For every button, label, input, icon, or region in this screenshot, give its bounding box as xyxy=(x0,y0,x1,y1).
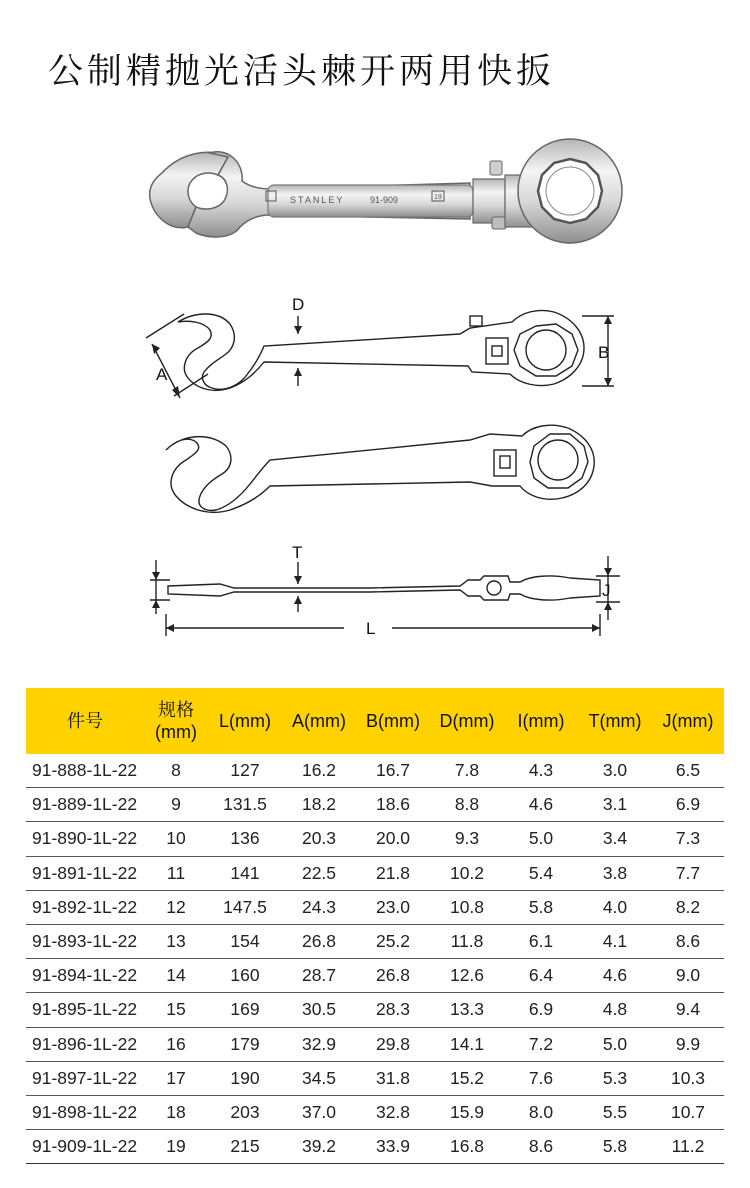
cell-i: 6.9 xyxy=(504,993,578,1027)
header-t: T(mm) xyxy=(578,688,652,754)
cell-t: 5.8 xyxy=(578,1130,652,1164)
cell-part-no: 91-909-1L-22 xyxy=(26,1130,144,1164)
cell-j: 9.4 xyxy=(652,993,724,1027)
cell-size: 16 xyxy=(144,1027,208,1061)
cell-part-no: 91-892-1L-22 xyxy=(26,890,144,924)
cell-size: 10 xyxy=(144,822,208,856)
cell-size: 15 xyxy=(144,993,208,1027)
cell-j: 7.7 xyxy=(652,856,724,890)
cell-j: 8.6 xyxy=(652,924,724,958)
cell-i: 8.0 xyxy=(504,1095,578,1129)
cell-size: 18 xyxy=(144,1095,208,1129)
table-row xyxy=(26,856,724,890)
cell-a: 37.0 xyxy=(282,1095,356,1129)
header-size xyxy=(144,688,208,754)
cell-d: 9.3 xyxy=(430,822,504,856)
cell-t: 4.0 xyxy=(578,890,652,924)
header-size-label: 规格 xyxy=(158,700,194,720)
table-row xyxy=(26,1061,724,1095)
cell-i: 5.8 xyxy=(504,890,578,924)
cell-t: 4.8 xyxy=(578,993,652,1027)
cell-t: 5.5 xyxy=(578,1095,652,1129)
cell-i: 8.6 xyxy=(504,1130,578,1164)
cell-b: 32.8 xyxy=(356,1095,430,1129)
table-row xyxy=(26,993,724,1027)
cell-b: 31.8 xyxy=(356,1061,430,1095)
header-part-no: 件号 xyxy=(26,688,144,754)
cell-l: 141 xyxy=(208,856,282,890)
dim-label-a: A xyxy=(156,365,168,384)
cell-d: 15.2 xyxy=(430,1061,504,1095)
cell-size: 14 xyxy=(144,959,208,993)
cell-b: 29.8 xyxy=(356,1027,430,1061)
cell-a: 22.5 xyxy=(282,856,356,890)
cell-part-no: 91-896-1L-22 xyxy=(26,1027,144,1061)
spec-table xyxy=(26,688,724,1164)
cell-l: 160 xyxy=(208,959,282,993)
header-l: L(mm) xyxy=(208,688,282,754)
cell-t: 5.0 xyxy=(578,1027,652,1061)
cell-b: 20.0 xyxy=(356,822,430,856)
cell-part-no: 91-891-1L-22 xyxy=(26,856,144,890)
cell-a: 20.3 xyxy=(282,822,356,856)
cell-part-no: 91-897-1L-22 xyxy=(26,1061,144,1095)
cell-a: 24.3 xyxy=(282,890,356,924)
cell-j: 6.5 xyxy=(652,754,724,788)
cell-j: 8.2 xyxy=(652,890,724,924)
dimension-diagram xyxy=(130,290,630,650)
dim-label-d: D xyxy=(292,295,305,314)
cell-size: 9 xyxy=(144,788,208,822)
cell-size: 19 xyxy=(144,1130,208,1164)
cell-part-no: 91-895-1L-22 xyxy=(26,993,144,1027)
table-row xyxy=(26,890,724,924)
cell-j: 7.3 xyxy=(652,822,724,856)
table-row xyxy=(26,1027,724,1061)
cell-d: 16.8 xyxy=(430,1130,504,1164)
cell-d: 14.1 xyxy=(430,1027,504,1061)
dim-label-t: T xyxy=(292,543,303,562)
header-d: D(mm) xyxy=(430,688,504,754)
cell-t: 3.8 xyxy=(578,856,652,890)
cell-j: 11.2 xyxy=(652,1130,724,1164)
cell-l: 136 xyxy=(208,822,282,856)
cell-j: 9.0 xyxy=(652,959,724,993)
cell-i: 7.2 xyxy=(504,1027,578,1061)
cell-part-no: 91-898-1L-22 xyxy=(26,1095,144,1129)
header-a: A(mm) xyxy=(282,688,356,754)
table-row xyxy=(26,788,724,822)
cell-t: 3.1 xyxy=(578,788,652,822)
cell-d: 10.8 xyxy=(430,890,504,924)
cell-part-no: 91-888-1L-22 xyxy=(26,754,144,788)
cell-l: 127 xyxy=(208,754,282,788)
cell-t: 3.0 xyxy=(578,754,652,788)
table-row xyxy=(26,959,724,993)
table-header-row xyxy=(26,688,724,754)
cell-i: 5.0 xyxy=(504,822,578,856)
cell-i: 6.4 xyxy=(504,959,578,993)
cell-d: 13.3 xyxy=(430,993,504,1027)
table-row xyxy=(26,754,724,788)
cell-size: 13 xyxy=(144,924,208,958)
cell-a: 34.5 xyxy=(282,1061,356,1095)
cell-j: 6.9 xyxy=(652,788,724,822)
cell-d: 12.6 xyxy=(430,959,504,993)
dim-label-j: J xyxy=(602,581,611,600)
cell-l: 154 xyxy=(208,924,282,958)
cell-size: 8 xyxy=(144,754,208,788)
table-row xyxy=(26,924,724,958)
cell-b: 25.2 xyxy=(356,924,430,958)
cell-d: 10.2 xyxy=(430,856,504,890)
cell-i: 5.4 xyxy=(504,856,578,890)
cell-b: 23.0 xyxy=(356,890,430,924)
cell-i: 4.6 xyxy=(504,788,578,822)
cell-a: 16.2 xyxy=(282,754,356,788)
cell-t: 3.4 xyxy=(578,822,652,856)
cell-i: 4.3 xyxy=(504,754,578,788)
page-title: 公制精抛光活头棘开两用快扳 xyxy=(48,52,556,92)
cell-b: 16.7 xyxy=(356,754,430,788)
cell-size: 11 xyxy=(144,856,208,890)
model-marking: 91-909 xyxy=(370,195,399,205)
cell-d: 15.9 xyxy=(430,1095,504,1129)
cell-a: 18.2 xyxy=(282,788,356,822)
cell-l: 203 xyxy=(208,1095,282,1129)
cell-part-no: 91-889-1L-22 xyxy=(26,788,144,822)
cell-l: 215 xyxy=(208,1130,282,1164)
table-row xyxy=(26,822,724,856)
cell-l: 131.5 xyxy=(208,788,282,822)
cell-j: 9.9 xyxy=(652,1027,724,1061)
header-b: B(mm) xyxy=(356,688,430,754)
cell-a: 26.8 xyxy=(282,924,356,958)
cell-d: 8.8 xyxy=(430,788,504,822)
cell-a: 30.5 xyxy=(282,993,356,1027)
cell-size: 12 xyxy=(144,890,208,924)
table-row xyxy=(26,1130,724,1164)
table-body xyxy=(26,754,724,1164)
cell-b: 28.3 xyxy=(356,993,430,1027)
cell-d: 7.8 xyxy=(430,754,504,788)
size-marking: 19 xyxy=(434,194,442,201)
cell-i: 6.1 xyxy=(504,924,578,958)
wrench-photo xyxy=(140,135,630,250)
cell-a: 32.9 xyxy=(282,1027,356,1061)
cell-a: 39.2 xyxy=(282,1130,356,1164)
cell-j: 10.3 xyxy=(652,1061,724,1095)
cell-l: 179 xyxy=(208,1027,282,1061)
cell-b: 18.6 xyxy=(356,788,430,822)
header-i: I(mm) xyxy=(504,688,578,754)
dim-label-b: B xyxy=(598,343,610,362)
cell-b: 26.8 xyxy=(356,959,430,993)
header-j: J(mm) xyxy=(652,688,724,754)
cell-j: 10.7 xyxy=(652,1095,724,1129)
cell-d: 11.8 xyxy=(430,924,504,958)
cell-a: 28.7 xyxy=(282,959,356,993)
cell-size: 17 xyxy=(144,1061,208,1095)
table-row xyxy=(26,1095,724,1129)
cell-part-no: 91-893-1L-22 xyxy=(26,924,144,958)
cell-t: 5.3 xyxy=(578,1061,652,1095)
dim-label-l: L xyxy=(366,619,376,638)
cell-t: 4.1 xyxy=(578,924,652,958)
cell-b: 21.8 xyxy=(356,856,430,890)
cell-l: 169 xyxy=(208,993,282,1027)
cell-l: 190 xyxy=(208,1061,282,1095)
cell-t: 4.6 xyxy=(578,959,652,993)
header-size-unit: (mm) xyxy=(155,722,197,742)
cell-l: 147.5 xyxy=(208,890,282,924)
cell-b: 33.9 xyxy=(356,1130,430,1164)
brand-marking: STANLEY xyxy=(290,195,345,205)
cell-part-no: 91-894-1L-22 xyxy=(26,959,144,993)
cell-part-no: 91-890-1L-22 xyxy=(26,822,144,856)
cell-i: 7.6 xyxy=(504,1061,578,1095)
